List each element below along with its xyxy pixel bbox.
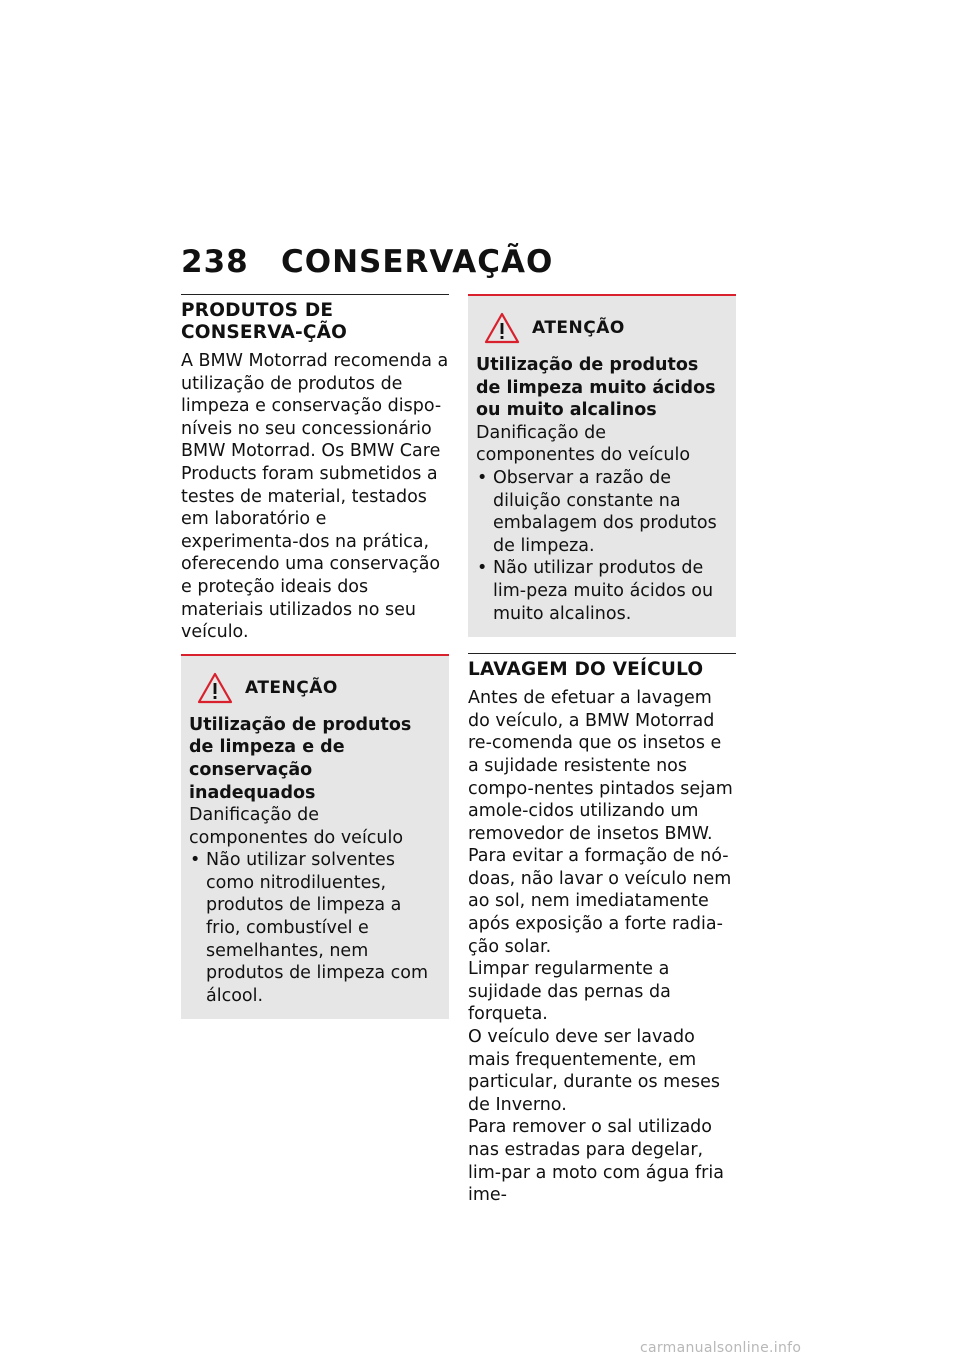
page-header [181, 244, 553, 280]
warning-header [476, 312, 728, 344]
vehicle-washing-text [468, 687, 736, 1207]
washing-paragraph: Para remover o sal utilizado nas estradas para degelar, lim-par a moto com água fria ime- [468, 1117, 724, 1206]
warning-bullet-list [476, 467, 728, 625]
conservation-products-paragraph: A BMW Motorrad recomenda a utilização de produtos de limpeza e conservação dispo-níveis no seu concessionário BMW Motorrad. Os BMW Care Products foram submetidos a testes de material, testados em laboratório e experimenta-dos na prática, oferecendo uma conservação e proteção ideais dos materiais utilizados no seu veículo. [181, 351, 449, 643]
warning-bullet-list [189, 849, 441, 1007]
left-column [181, 294, 449, 1019]
section-heading-vehicle-washing: LAVAGEM DO VEÍCULO [468, 659, 704, 681]
washing-paragraph: Antes de efetuar a lavagem do veículo, a BMW Motorrad re-comenda que os insetos e a sujidade resistente nos compo-nentes pintados sejam amole-cidos utilizando um removedor de insetos BMW. [468, 688, 733, 844]
page-title: CONSERVAÇÃO [281, 244, 554, 280]
warning-consequence: Danificação de componentes do veículo [189, 805, 404, 848]
warning-bullet: • Não utilizar solventes como nitrodiluentes, produtos de limpeza a frio, combustível e semelhantes, nem produtos de limpeza com álcool. [189, 849, 441, 1007]
page-number: 238 [181, 244, 249, 280]
warning-header [189, 672, 441, 704]
right-column [468, 294, 736, 1207]
warning-bullet: • Observar a razão de diluição constante na embalagem dos produtos de limpeza. [476, 467, 728, 557]
warning-subject: Utilização de produtos de limpeza muito ácidos ou muito alcalinos [476, 355, 716, 421]
washing-paragraph: Para evitar a formação de nó-doas, não lavar o veículo nem ao sol, nem imediatamente após exposição a forte radia-ção solar. [468, 846, 732, 957]
warning-box-inadequate-products [181, 654, 449, 1020]
washing-paragraph: Limpar regularmente a sujidade das pernas da forqueta. [468, 959, 671, 1025]
warning-title: ATENÇÃO [532, 318, 625, 338]
warning-consequence: Danificação de componentes do veículo [476, 422, 691, 466]
warning-box-acidic-products [468, 294, 736, 637]
washing-paragraph: O veículo deve ser lavado mais frequentemente, em particular, durante os meses de Inverno. [468, 1027, 720, 1115]
warning-triangle-icon [197, 672, 233, 704]
warning-triangle-icon [484, 312, 520, 344]
section-divider [468, 653, 736, 654]
footer-watermark: carmanualsonline.info [640, 1340, 802, 1356]
warning-title: ATENÇÃO [245, 677, 338, 698]
section-divider [181, 294, 449, 295]
warning-subject: Utilização de produtos de limpeza e de conservação inadequados [189, 714, 412, 803]
section-heading-conservation-products: PRODUTOS DE CONSERVA-ÇÃO [181, 300, 348, 343]
warning-bullet: • Não utilizar produtos de lim-peza muito ácidos ou muito alcalinos. [476, 557, 728, 625]
